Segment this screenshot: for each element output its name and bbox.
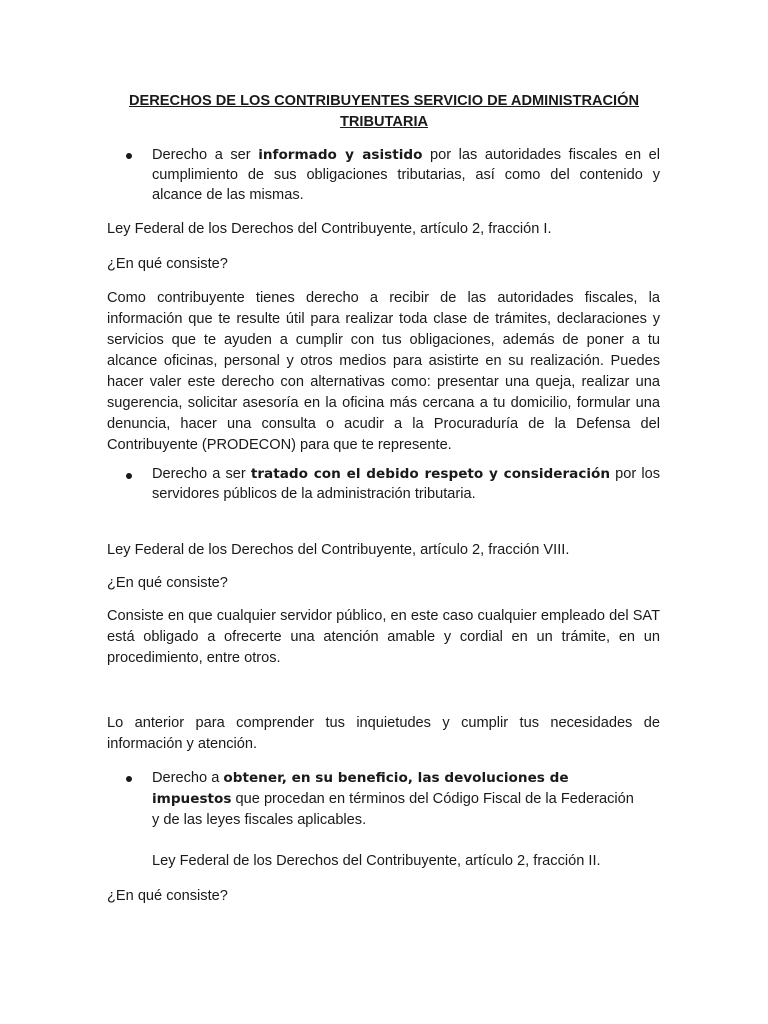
law-reference: Ley Federal de los Derechos del Contribuyente, artículo 2, fracción VIII. xyxy=(107,542,570,558)
note-paragraph: Lo anterior para comprender tus inquietudes y cumplir tus necesidades de información y atención. xyxy=(107,715,660,752)
right-item-refunds xyxy=(152,768,642,831)
answer-paragraph: Como contribuyente tienes derecho a recibir de las autoridades fiscales, la información que te resulte útil para realizar toda clase de trámites, declaraciones y servicios que te ayuden a cumplir con tus obligaciones, además de poner a tu alcance oficinas, personal y otros medios para asistirte en su realización. Puedes hacer valer este derecho con alternativas como: presentar una queja, realizar una sugerencia, solicitar asesoría en la oficina más cercana a tu domicilio, formular una denuncia, hacer una consulta o acudir a la Procuraduría de la Defensa del Contribuyente (PRODECON) para que te represente. xyxy=(107,290,660,453)
right-text-bold: tratado con el debido respeto y consideración xyxy=(250,466,611,482)
bullet-icon xyxy=(126,776,132,782)
right-text-bold: obtener, en su beneficio, las devoluciones de impuestos xyxy=(152,770,569,807)
right-text-post: por los servidores públicos de la administración tributaria. xyxy=(152,466,661,502)
answer-paragraph: Consiste en que cualquier servidor público, en este caso cualquier empleado del SAT está obligado a ofrecerte una atención amable y cordial en un trámite, en un procedimiento, entre otros. xyxy=(107,608,660,666)
right-item-informed xyxy=(152,145,660,205)
question-heading: ¿En qué consiste? xyxy=(107,256,228,272)
right-text-post: por las autoridades fiscales en el cumplimiento de sus obligaciones tributarias, así como del contenido y alcance de las mismas. xyxy=(152,147,660,203)
right-text-pre: Derecho a xyxy=(152,770,224,786)
right-text-bold: informado y asistido xyxy=(258,147,423,163)
right-text-post: que procedan en términos del Código Fiscal de la Federación y de las leyes fiscales aplicables. xyxy=(152,791,634,828)
right-text-pre: Derecho a ser xyxy=(152,466,251,482)
question-heading: ¿En qué consiste? xyxy=(107,575,228,591)
document-title: DERECHOS DE LOS CONTRIBUYENTES SERVICIO DE ADMINISTRACIÓN TRIBUTARIA xyxy=(128,93,640,130)
bullet-icon xyxy=(126,473,132,479)
question-heading: ¿En qué consiste? xyxy=(107,888,228,904)
law-reference: Ley Federal de los Derechos del Contribuyente, artículo 2, fracción I. xyxy=(107,221,552,237)
bullet-icon xyxy=(126,153,132,159)
law-reference: Ley Federal de los Derechos del Contribuyente, artículo 2, fracción II. xyxy=(152,853,601,869)
right-text-pre: Derecho a ser xyxy=(152,147,259,163)
right-item-respect xyxy=(152,464,660,504)
